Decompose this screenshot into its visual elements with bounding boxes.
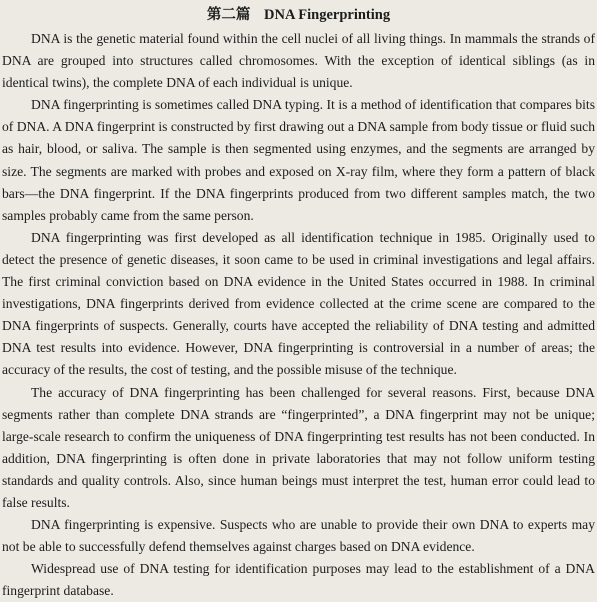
paragraph-3: DNA fingerprinting was first developed as all identification technique in 1985. Originally used to detect the presence of genetic diseases, it soon came to be used in criminal investigations and legal affairs. The first criminal conviction based on DNA evidence in the United States occurred in 1988. In criminal investigations, DNA fingerprints derived from evidence collected at the crime scene are compared to the DNA fingerprints of suspects. Generally, courts have accepted the reliability of DNA testing and admitted DNA test results into evidence. However, DNA fingerprinting is controversial in a number of areas; the accuracy of the results, the cost of testing, and the possible misuse of the technique. [2, 229, 595, 378]
paragraph-4: The accuracy of DNA fingerprinting has been challenged for several reasons. First, because DNA segments rather than complete DNA strands are “fingerprinted”, a DNA fingerprint may not be unique; large-scale research to confirm the uniqueness of DNA fingerprinting test results has not been conducted. In addition, DNA fingerprinting is often done in private laboratories that may not follow uniform testing standards and quality controls. Also, since human beings must interpret the test, human error could lead to false results. [2, 384, 595, 510]
show-through-text [0, 0, 597, 10]
paragraph-6: Widespread use of DNA testing for identification purposes may lead to the establishment of a DNA fingerprint database. [2, 561, 595, 599]
paragraph-1: DNA is the genetic material found within the cell nuclei of all living things. In mammals the strands of DNA are grouped into structures called chromosomes. With the exception of identical siblings (as in identical twins), the complete DNA of each individual is unique. [2, 31, 595, 91]
section-label: 第二篇 [206, 7, 251, 23]
title-text: DNA Fingerprinting [264, 7, 391, 23]
paragraph-2: DNA fingerprinting is sometimes called DNA typing. It is a method of identification that compares bits of DNA. A DNA fingerprint is constructed by first drawing out a DNA sample from body tissue or fluid such as hair, blood, or saliva. The sample is then segmented using enzymes, and the segments are arranged by size. The segments are marked with probes and exposed on X-ray film, where they form a pattern of black bars—the DNA fingerprint. If the DNA fingerprints produced from two different samples match, the two samples probably came from the same person. [2, 97, 595, 223]
paragraph-5: DNA fingerprinting is expensive. Suspects who are unable to provide their own DNA to experts may not be able to successfully defend themselves against charges based on DNA evidence. [2, 517, 595, 555]
